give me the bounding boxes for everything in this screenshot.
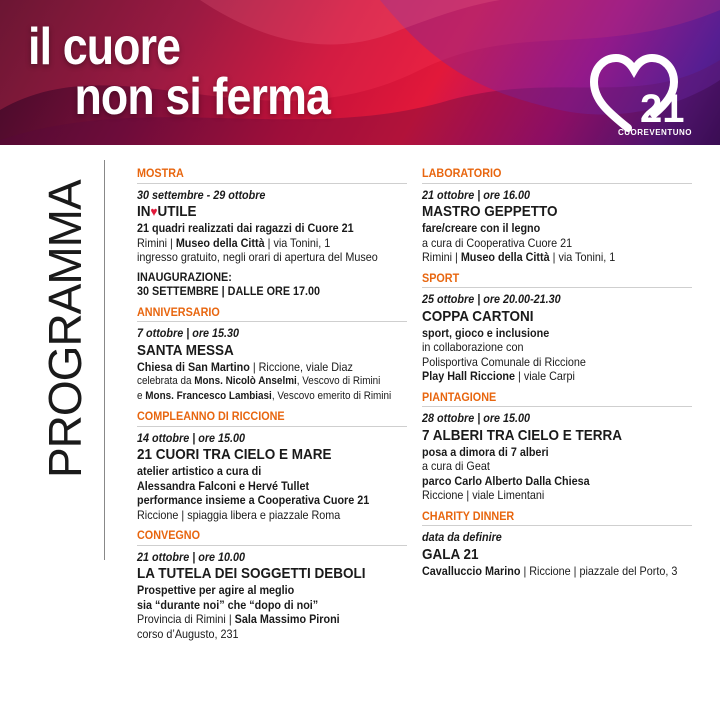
section-compleanno [137, 409, 407, 522]
event-location: Provincia di Rimini | Sala Massimo Pironi [137, 612, 340, 626]
event-subtitle: sport, gioco e inclusione [422, 325, 550, 340]
category-label: COMPLEANNO DI RICCIONE [137, 409, 407, 427]
header-banner [0, 0, 720, 145]
logo-caption: CUOREVENTUNO [617, 128, 692, 137]
event-location: Rimini | Museo della Città | via Tonini, 1 [137, 235, 331, 250]
event-subtitle-2: sia “durante noi” che “dopo di noi” [137, 597, 319, 612]
section-laboratorio [422, 166, 692, 265]
event-note: ingresso gratuito, negli orari di apertura del Museo [137, 250, 378, 264]
event-date: 14 ottobre | ore 15.00 [137, 430, 246, 445]
event-date: 7 ottobre | ore 15.30 [137, 326, 240, 340]
category-label: SPORT [422, 271, 692, 289]
event-title: SANTA MESSA [137, 341, 234, 359]
event-date: data da definire [422, 530, 502, 544]
event-title: 21 CUORI TRA CIELO E MARE [137, 446, 332, 463]
side-title: PROGRAMMA [39, 180, 91, 478]
event-date: 28 ottobre | ore 15.00 [422, 411, 531, 425]
headline-line-1: il cuore [28, 18, 181, 76]
section-mostra [137, 166, 407, 299]
cuore21-logo [588, 50, 688, 140]
event-title: LA TUTELA DEI SOGGETTI DEBOLI [137, 565, 366, 582]
inauguration-date: 30 SETTEMBRE | DALLE ORE 17.00 [137, 284, 321, 298]
heart-icon: ♥ [150, 204, 158, 219]
event-title: COPPA CARTONI [422, 307, 534, 325]
event-artists: Alessandra Falconi e Hervé Tullet [137, 478, 310, 493]
event-location: Rimini | Museo della Città | via Tonini, 1 [422, 250, 616, 264]
event-subtitle: Prospettive per agire al meglio [137, 583, 295, 597]
category-label: LABORATORIO [422, 166, 692, 184]
event-venue: parco Carlo Alberto Dalla Chiesa [422, 473, 590, 488]
category-label: MOSTRA [137, 166, 407, 184]
event-subtitle: fare/creare con il legno [422, 221, 541, 235]
event-address: corso d’Augusto, 231 [137, 626, 239, 641]
category-label: PIANTAGIONE [422, 390, 692, 408]
event-date: 21 ottobre | ore 16.00 [422, 187, 531, 202]
event-collab-label: in collaborazione con [422, 340, 524, 354]
event-location: Cavalluccio Marino | Riccione | piazzale del Porto, 3 [422, 563, 678, 578]
section-convegno [137, 528, 407, 641]
event-location: Play Hall Riccione | viale Carpi [422, 369, 575, 383]
event-subtitle: posa a dimora di 7 alberi [422, 444, 549, 459]
event-date: 21 ottobre | ore 10.00 [137, 549, 246, 564]
event-title: GALA 21 [422, 545, 479, 563]
event-performance: performance insieme a Cooperativa Cuore 21 [137, 493, 370, 507]
category-label: ANNIVERSARIO [137, 305, 407, 323]
inauguration-label: INAUGURAZIONE: [137, 269, 232, 284]
event-celebrant-2: e Mons. Francesco Lambiasi, Vescovo emerito di Rimini [137, 389, 392, 402]
event-location: Chiesa di San Martino | Riccione, viale Diaz [137, 359, 353, 374]
headline [28, 18, 331, 126]
section-anniversario [137, 305, 407, 404]
event-organizer: a cura di Cooperativa Cuore 21 [422, 235, 573, 250]
event-organizer: a cura di Geat [422, 459, 490, 473]
headline-line-2: non si ferma [74, 68, 331, 126]
category-label: CHARITY DINNER [422, 509, 692, 527]
event-date: 30 settembre - 29 ottobre [137, 187, 266, 202]
event-date: 25 ottobre | ore 20.00-21.30 [422, 292, 561, 306]
event-location: Riccione | viale Limentani [422, 488, 545, 502]
event-celebrant: celebrata da Mons. Nicolò Anselmi, Vescovo di Rimini [137, 375, 381, 387]
event-title: 7 ALBERI TRA CIELO E TERRA [422, 426, 623, 444]
event-location: Riccione | spiaggia libera e piazzale Roma [137, 507, 341, 522]
event-subtitle: atelier artistico a cura di [137, 464, 262, 478]
category-label: CONVEGNO [137, 528, 407, 546]
event-collab: Polisportiva Comunale di Riccione [422, 354, 586, 369]
left-column [137, 166, 407, 645]
event-subtitle: 21 quadri realizzati dai ragazzi di Cuore 21 [137, 221, 354, 235]
section-charity [422, 509, 692, 579]
event-title: MASTRO GEPPETTO [422, 203, 558, 220]
event-title: IN♥UTILE [137, 203, 197, 220]
logo-number: 21 [640, 87, 685, 131]
right-column [422, 166, 692, 582]
section-piantagione [422, 390, 692, 503]
side-divider [104, 160, 105, 560]
section-sport [422, 271, 692, 384]
